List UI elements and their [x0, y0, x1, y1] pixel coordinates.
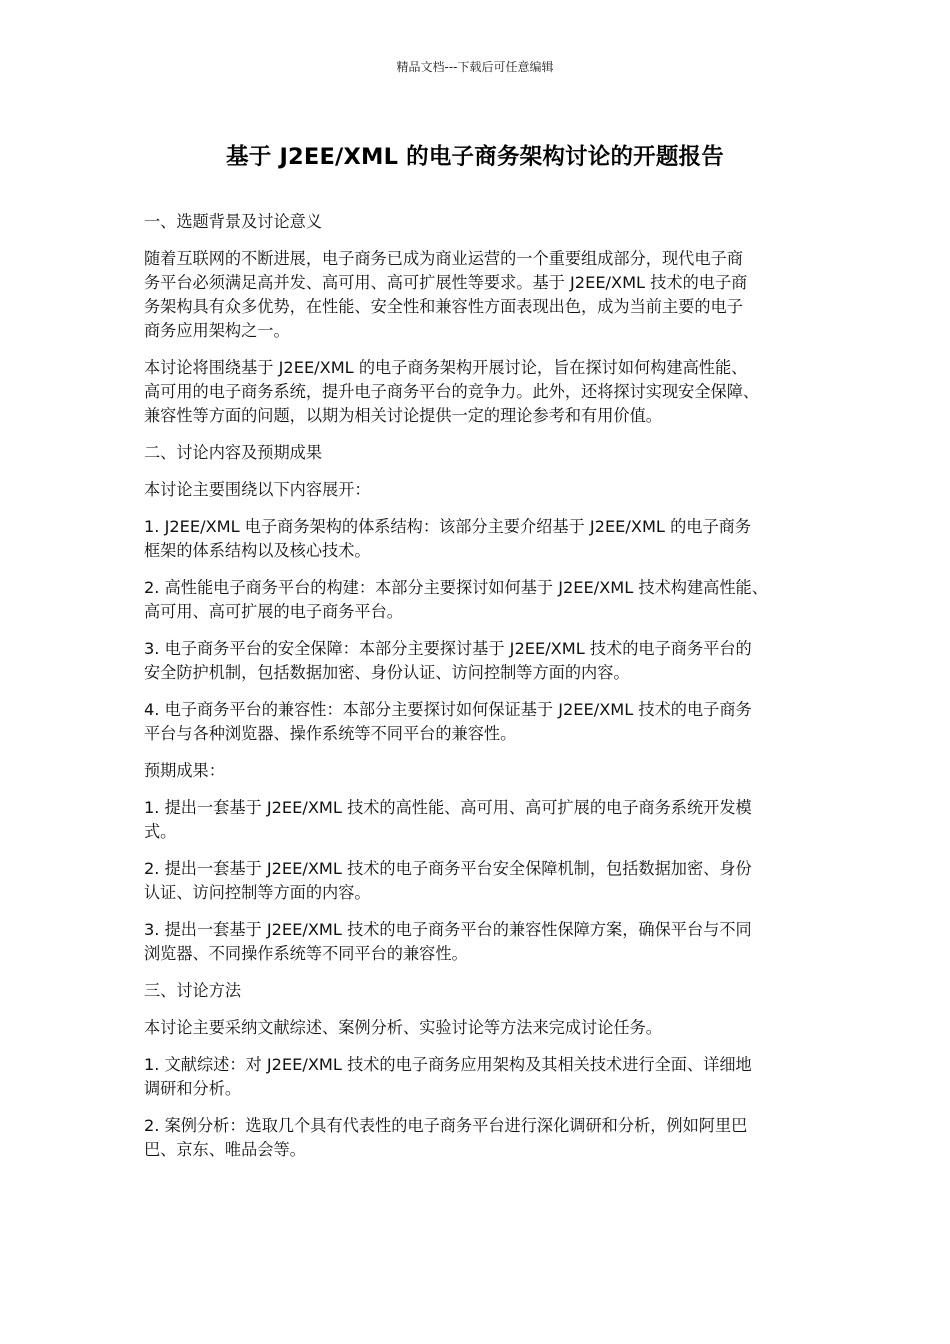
text-line: 式。	[144, 822, 177, 841]
paragraph-expected-results	[144, 759, 812, 783]
text-line: 安全防护机制，包括数据加密、身份认证、访问控制等方面的内容。	[144, 663, 630, 682]
method-item-2	[144, 1114, 812, 1162]
text-line: 高可用的电子商务系统，提升电子商务平台的竞争力。此外，还将探讨实现安全保障、	[144, 382, 760, 401]
result-item-3	[144, 918, 812, 966]
text-line: 1. 文献综述：对 J2EE/XML 技术的电子商务应用架构及其相关技术进行全面、详细地	[144, 1055, 752, 1074]
section-3-heading	[144, 979, 812, 1003]
section-2-heading	[144, 441, 812, 465]
text-line: 二、讨论内容及预期成果	[144, 443, 323, 462]
paragraph-content-intro	[144, 478, 812, 502]
header-note: 精品文档---下载后可任意编辑	[396, 60, 554, 74]
paragraph-background-2	[144, 356, 812, 428]
text-line: 3. 电子商务平台的安全保障：本部分主要探讨基于 J2EE/XML 技术的电子商务平台的	[144, 639, 752, 658]
section-1-heading	[144, 210, 812, 234]
text-line: 平台与各种浏览器、操作系统等不同平台的兼容性。	[144, 724, 517, 743]
text-line: 高可用、高可扩展的电子商务平台。	[144, 602, 403, 621]
text-line: 务平台必须满足高并发、高可用、高可扩展性等要求。基于 J2EE/XML 技术的电子商	[144, 273, 748, 292]
text-line: 调研和分析。	[144, 1079, 242, 1098]
text-line: 框架的体系结构以及核心技术。	[144, 541, 371, 560]
content-item-1	[144, 515, 812, 563]
text-line: 2. 提出一套基于 J2EE/XML 技术的电子商务平台安全保障机制，包括数据加密、身份	[144, 859, 752, 878]
content-item-2	[144, 576, 812, 624]
document-title: 基于 J2EE/XML 的电子商务架构讨论的开题报告	[226, 144, 724, 170]
text-line: 一、选题背景及讨论意义	[144, 212, 323, 231]
document-body	[144, 210, 812, 1175]
text-line: 本讨论主要围绕以下内容展开：	[144, 480, 371, 499]
result-item-1	[144, 796, 812, 844]
text-line: 本讨论将围绕基于 J2EE/XML 的电子商务架构开展讨论，旨在探讨如何构建高性能、	[144, 358, 748, 377]
paragraph-methods-intro	[144, 1016, 812, 1040]
text-line: 4. 电子商务平台的兼容性：本部分主要探讨如何保证基于 J2EE/XML 技术的电子商务	[144, 700, 752, 719]
text-line: 兼容性等方面的问题，以期为相关讨论提供一定的理论参考和有用价值。	[144, 406, 662, 425]
text-line: 浏览器、不同操作系统等不同平台的兼容性。	[144, 944, 468, 963]
text-line: 三、讨论方法	[144, 981, 242, 1000]
text-line: 巴、京东、唯品会等。	[144, 1140, 306, 1159]
text-line: 认证、访问控制等方面的内容。	[144, 883, 371, 902]
text-line: 预期成果：	[144, 761, 225, 780]
text-line: 务架构具有众多优势，在性能、安全性和兼容性方面表现出色，成为当前主要的电子	[144, 297, 743, 316]
method-item-1	[144, 1053, 812, 1101]
content-item-3	[144, 637, 812, 685]
text-line: 2. 高性能电子商务平台的构建：本部分主要探讨如何基于 J2EE/XML 技术构建高性能、	[144, 578, 768, 597]
text-line: 商务应用架构之一。	[144, 321, 290, 340]
text-line: 3. 提出一套基于 J2EE/XML 技术的电子商务平台的兼容性保障方案，确保平台与不同	[144, 920, 752, 939]
text-line: 随着互联网的不断进展，电子商务已成为商业运营的一个重要组成部分，现代电子商	[144, 249, 743, 268]
paragraph-background-1	[144, 247, 812, 343]
text-line: 2. 案例分析：选取几个具有代表性的电子商务平台进行深化调研和分析，例如阿里巴	[144, 1116, 748, 1135]
text-line: 1. J2EE/XML 电子商务架构的体系结构：该部分主要介绍基于 J2EE/XML 的电子商务	[144, 517, 752, 536]
text-line: 1. 提出一套基于 J2EE/XML 技术的高性能、高可用、高可扩展的电子商务系统开发模	[144, 798, 752, 817]
result-item-2	[144, 857, 812, 905]
text-line: 本讨论主要采纳文献综述、案例分析、实验讨论等方法来完成讨论任务。	[144, 1018, 662, 1037]
content-item-4	[144, 698, 812, 746]
